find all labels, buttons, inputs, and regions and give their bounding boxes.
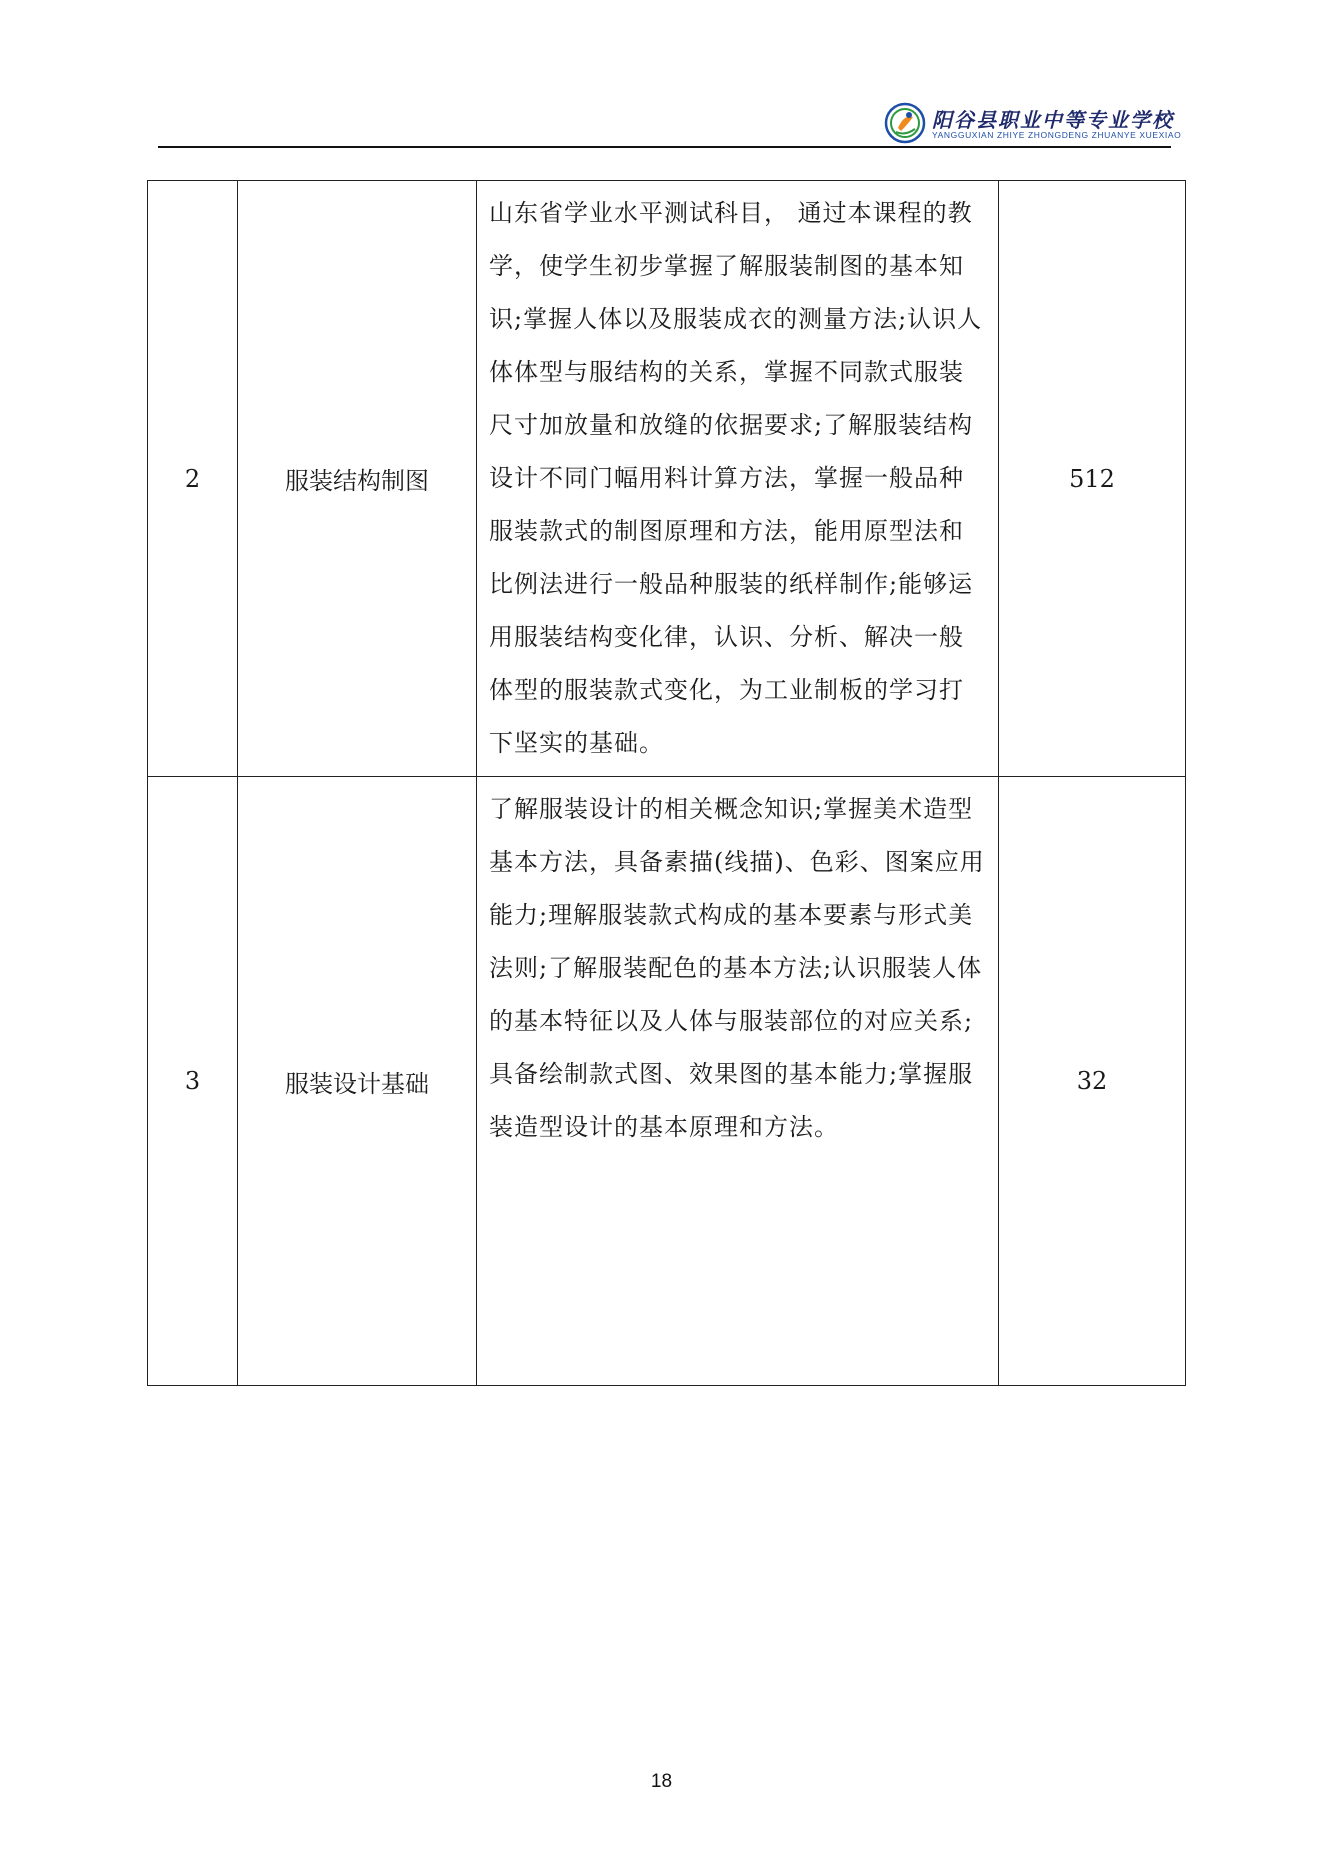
course-description-cell — [477, 181, 999, 777]
table-row — [148, 181, 1186, 777]
school-logo-icon — [884, 102, 926, 144]
header-divider — [158, 146, 1171, 148]
course-hours-cell: 32 — [999, 777, 1186, 1386]
course-number-cell: 3 — [148, 777, 238, 1386]
page-number: 18 — [650, 1771, 673, 1792]
course-name-cell: 服装设计基础 — [238, 777, 477, 1386]
school-name-en: YANGGUXIAN ZHIYE ZHONGDENG ZHUANYE XUEXIAO — [932, 130, 1182, 140]
course-name-cell: 服装结构制图 — [238, 181, 477, 777]
school-name-cn: 阳谷县职业中等专业学校 — [932, 108, 1174, 132]
course-table — [147, 180, 1186, 1386]
course-description-text: 山东省学业水平测试科目， 通过本课程的教学，使学生初步掌握了解服装制图的基本知识;掌握人体以及服装成衣的测量方法;认识人体体型与服结构的关系，掌握不同款式服装尺寸加放量和放缝的依据要求;了解服装结构设计不同门幅用料计算方法，掌握一般品种服装款式的制图原理和方法，能用原型法和比例法进行一般品种服装的纸样制作;能够运用服装结构变化律，认识、分析、解决一般体型的服装款式变化，为工业制板的学习打下坚实的基础。 — [489, 199, 983, 757]
course-description-text: 了解服装设计的相关概念知识;掌握美术造型基本方法，具备素描(线描)、色彩、图案应用能力;理解服装款式构成的基本要素与形式美法则;了解服装配色的基本方法;认识服装人体的基本特征以及人体与服装部位的对应关系;具备绘制款式图、效果图的基本能力;掌握服装造型设计的基本原理和方法。 — [489, 795, 985, 1141]
table-row — [148, 777, 1186, 1386]
page-header — [158, 96, 1182, 146]
course-number-cell: 2 — [148, 181, 238, 777]
course-hours-cell: 512 — [999, 181, 1186, 777]
course-description-cell — [477, 777, 999, 1386]
